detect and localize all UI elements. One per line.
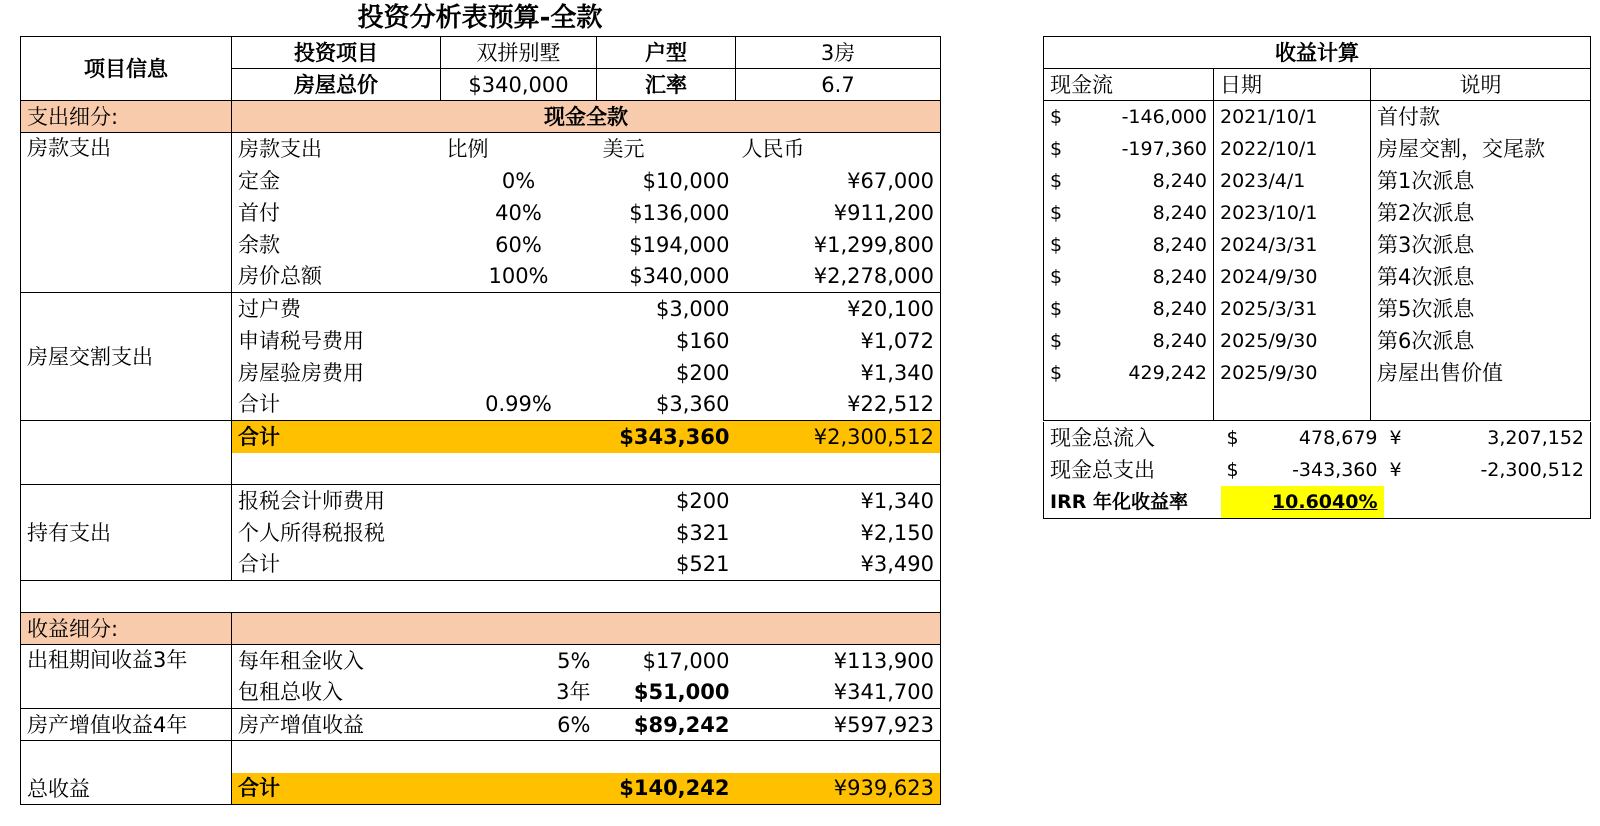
sheet-title: 投资分析表预算-全款	[357, 3, 603, 33]
row-ratio: 3年	[441, 677, 597, 709]
returns-table	[1043, 36, 1591, 421]
row-name: 首付	[238, 200, 280, 225]
row-usd: $51,000	[597, 677, 736, 709]
cashflow-amount: 8,240	[1072, 197, 1214, 229]
purchase-group-label: 房款支出	[21, 133, 232, 293]
outflow-label: 现金总支出	[1050, 458, 1155, 482]
row-usd: $10,000	[642, 168, 730, 193]
purchase-header-name: 房款支出	[238, 136, 322, 161]
row-name: 报税会计师费用	[238, 488, 385, 513]
cashflow-row	[1044, 165, 1591, 197]
cashflow-currency: $	[1050, 201, 1063, 224]
cashflow-currency: $	[1050, 233, 1063, 256]
row-rmb: ¥1,340	[860, 360, 934, 385]
row-name: 定金	[238, 168, 280, 193]
row-ratio: 40%	[495, 200, 542, 225]
returns-header-cashflow: 现金流	[1044, 69, 1214, 101]
row-usd: $136,000	[629, 200, 730, 225]
row-usd: $200	[676, 488, 730, 513]
row-ratio	[441, 357, 597, 389]
row-usd: $200	[676, 360, 730, 385]
row-name: 包租总收入	[232, 677, 441, 709]
cashflow-amount: 429,242	[1072, 357, 1214, 389]
cashflow-date: 2024/3/31	[1214, 229, 1371, 261]
outflow-usd-currency: $	[1226, 459, 1239, 481]
row-name: 房价总额	[232, 261, 441, 293]
expense-total-rmb: ¥2,300,512	[736, 421, 941, 453]
row-rmb: ¥1,299,800	[813, 232, 934, 257]
cashflow-currency: $	[1050, 297, 1063, 320]
outflow-usd: -343,360	[1292, 459, 1378, 481]
rent-group-label: 出租期间收益3年	[21, 645, 232, 709]
appreciation-group-label: 房产增值收益4年	[21, 709, 232, 741]
row-ratio: 100%	[441, 261, 597, 293]
project-type-label: 户型	[597, 37, 736, 69]
row-usd: $160	[676, 328, 730, 353]
table-row	[21, 293, 941, 325]
row-ratio: 6%	[441, 709, 597, 741]
cashflow-date: 2024/9/30	[1214, 261, 1371, 293]
cashflow-amount: 8,240	[1072, 165, 1214, 197]
cashflow-row	[1044, 101, 1591, 133]
row-name: 每年租金收入	[238, 648, 364, 673]
income-total-usd: $140,242	[597, 773, 736, 805]
row-ratio: 0%	[501, 168, 536, 193]
purchase-header-rmb: 人民币	[741, 136, 805, 161]
row-ratio: 60%	[495, 232, 542, 257]
row-usd: $3,360	[597, 389, 736, 421]
project-rate-value: 6.7	[736, 69, 941, 101]
inflow-rmb: 3,207,152	[1487, 427, 1584, 449]
row-rmb: ¥22,512	[736, 389, 941, 421]
expense-total-row	[21, 421, 941, 453]
income-section-label: 收益细分:	[21, 613, 232, 645]
row-ratio	[441, 325, 597, 357]
cashflow-currency: $	[1050, 105, 1063, 128]
row-rmb: ¥67,000	[847, 168, 934, 193]
table-row	[21, 645, 941, 677]
cashflow-date: 2021/10/1	[1214, 101, 1371, 133]
cashflow-currency: $	[1050, 169, 1063, 192]
cashflow-row	[1044, 325, 1591, 357]
cashflow-date: 2025/9/30	[1214, 325, 1371, 357]
row-name: 个人所得税报税	[238, 520, 385, 545]
outflow-rmb: -2,300,512	[1480, 459, 1584, 481]
cashflow-row	[1044, 293, 1591, 325]
inflow-usd: 478,679	[1298, 427, 1378, 449]
row-rmb: ¥2,150	[860, 520, 934, 545]
cashflow-amount: 8,240	[1072, 325, 1214, 357]
purchase-header-ratio: 比例	[446, 136, 489, 161]
project-price-value: $340,000	[441, 69, 597, 101]
cashflow-note: 房屋交割，交尾款	[1377, 136, 1545, 161]
inflow-rmb-currency: ¥	[1389, 427, 1402, 449]
expense-section-label: 支出细分:	[21, 101, 232, 133]
row-usd: $3,000	[656, 296, 730, 321]
row-ratio: 0.99%	[441, 389, 597, 421]
project-rate-label: 汇率	[597, 69, 736, 101]
outflow-rmb-currency: ¥	[1389, 459, 1402, 481]
cashflow-row	[1044, 357, 1591, 389]
row-name: 房产增值收益	[232, 709, 441, 741]
cashflow-amount: -146,000	[1072, 101, 1214, 133]
table-row	[21, 709, 941, 741]
returns-title: 收益计算	[1275, 40, 1359, 65]
cashflow-currency: $	[1050, 329, 1063, 352]
cashflow-note: 第1次派息	[1377, 168, 1475, 193]
project-item-label: 投资项目	[232, 37, 441, 69]
cashflow-date: 2023/4/1	[1214, 165, 1371, 197]
row-name: 申请税号费用	[238, 328, 364, 353]
cashflow-note: 第2次派息	[1377, 200, 1475, 225]
cashflow-note: 第4次派息	[1377, 264, 1475, 289]
cashflow-note: 首付款	[1377, 104, 1440, 129]
row-usd: $521	[597, 549, 736, 581]
project-info-label: 项目信息	[21, 37, 232, 101]
cashflow-date: 2023/10/1	[1214, 197, 1371, 229]
table-row	[21, 485, 941, 517]
irr-value: 10.6040%	[1221, 486, 1384, 518]
project-price-label: 房屋总价	[232, 69, 441, 101]
cashflow-amount: 8,240	[1072, 229, 1214, 261]
payment-mode-label: 现金全款	[232, 101, 941, 133]
cashflow-amount: 8,240	[1072, 261, 1214, 293]
row-rmb: ¥113,900	[833, 648, 934, 673]
row-rmb: ¥20,100	[847, 296, 934, 321]
cashflow-note: 第6次派息	[1377, 328, 1475, 353]
cashflow-row	[1044, 197, 1591, 229]
cashflow-row	[1044, 229, 1591, 261]
cashflow-currency: $	[1050, 361, 1063, 384]
cashflow-date: 2022/10/1	[1214, 133, 1371, 165]
row-usd: $17,000	[642, 648, 730, 673]
row-rmb: ¥597,923	[736, 709, 941, 741]
project-type-value: 3房	[736, 37, 941, 69]
returns-header-date: 日期	[1214, 69, 1371, 101]
row-ratio: 5%	[557, 648, 591, 673]
project-item-value: 双拼别墅	[441, 37, 597, 69]
row-name: 合计	[232, 549, 441, 581]
row-usd: $89,242	[597, 709, 736, 741]
row-usd: $194,000	[629, 232, 730, 257]
row-name: 房屋验房费用	[238, 360, 364, 385]
closing-group-label: 房屋交割支出	[21, 293, 232, 421]
expense-total-name: 合计	[232, 421, 441, 453]
investment-table	[20, 36, 941, 805]
returns-header-note: 说明	[1371, 69, 1591, 101]
holding-group-label: 持有支出	[21, 485, 232, 581]
cashflow-date: 2025/9/30	[1214, 357, 1371, 389]
row-rmb: ¥341,700	[736, 677, 941, 709]
income-total-rmb: ¥939,623	[736, 773, 941, 805]
income-total-name: 合计	[232, 773, 441, 805]
row-rmb: ¥3,490	[736, 549, 941, 581]
total-income-label: 总收益	[21, 741, 232, 805]
cashflow-row	[1044, 261, 1591, 293]
row-name: 余款	[238, 232, 280, 257]
purchase-header-usd: 美元	[602, 136, 645, 161]
cashflow-currency: $	[1050, 265, 1063, 288]
cashflow-amount: 8,240	[1072, 293, 1214, 325]
row-usd: $340,000	[597, 261, 736, 293]
row-usd: $321	[676, 520, 730, 545]
row-rmb: ¥2,278,000	[736, 261, 941, 293]
expense-total-usd: $343,360	[597, 421, 736, 453]
row-name: 合计	[232, 389, 441, 421]
row-name: 过户费	[238, 296, 301, 321]
row-rmb: ¥1,340	[860, 488, 934, 513]
cashflow-date: 2025/3/31	[1214, 293, 1371, 325]
row-rmb: ¥911,200	[833, 200, 934, 225]
returns-summary	[1043, 422, 1591, 519]
row-ratio	[441, 293, 597, 325]
cashflow-note: 第3次派息	[1377, 232, 1475, 257]
cashflow-currency: $	[1050, 137, 1063, 160]
inflow-usd-currency: $	[1226, 427, 1239, 449]
cashflow-note: 第5次派息	[1377, 296, 1475, 321]
cashflow-note: 房屋出售价值	[1377, 360, 1503, 385]
cashflow-row	[1044, 133, 1591, 165]
cashflow-amount: -197,360	[1072, 133, 1214, 165]
inflow-label: 现金总流入	[1050, 426, 1155, 450]
row-rmb: ¥1,072	[860, 328, 934, 353]
irr-label: IRR 年化收益率	[1050, 490, 1188, 513]
